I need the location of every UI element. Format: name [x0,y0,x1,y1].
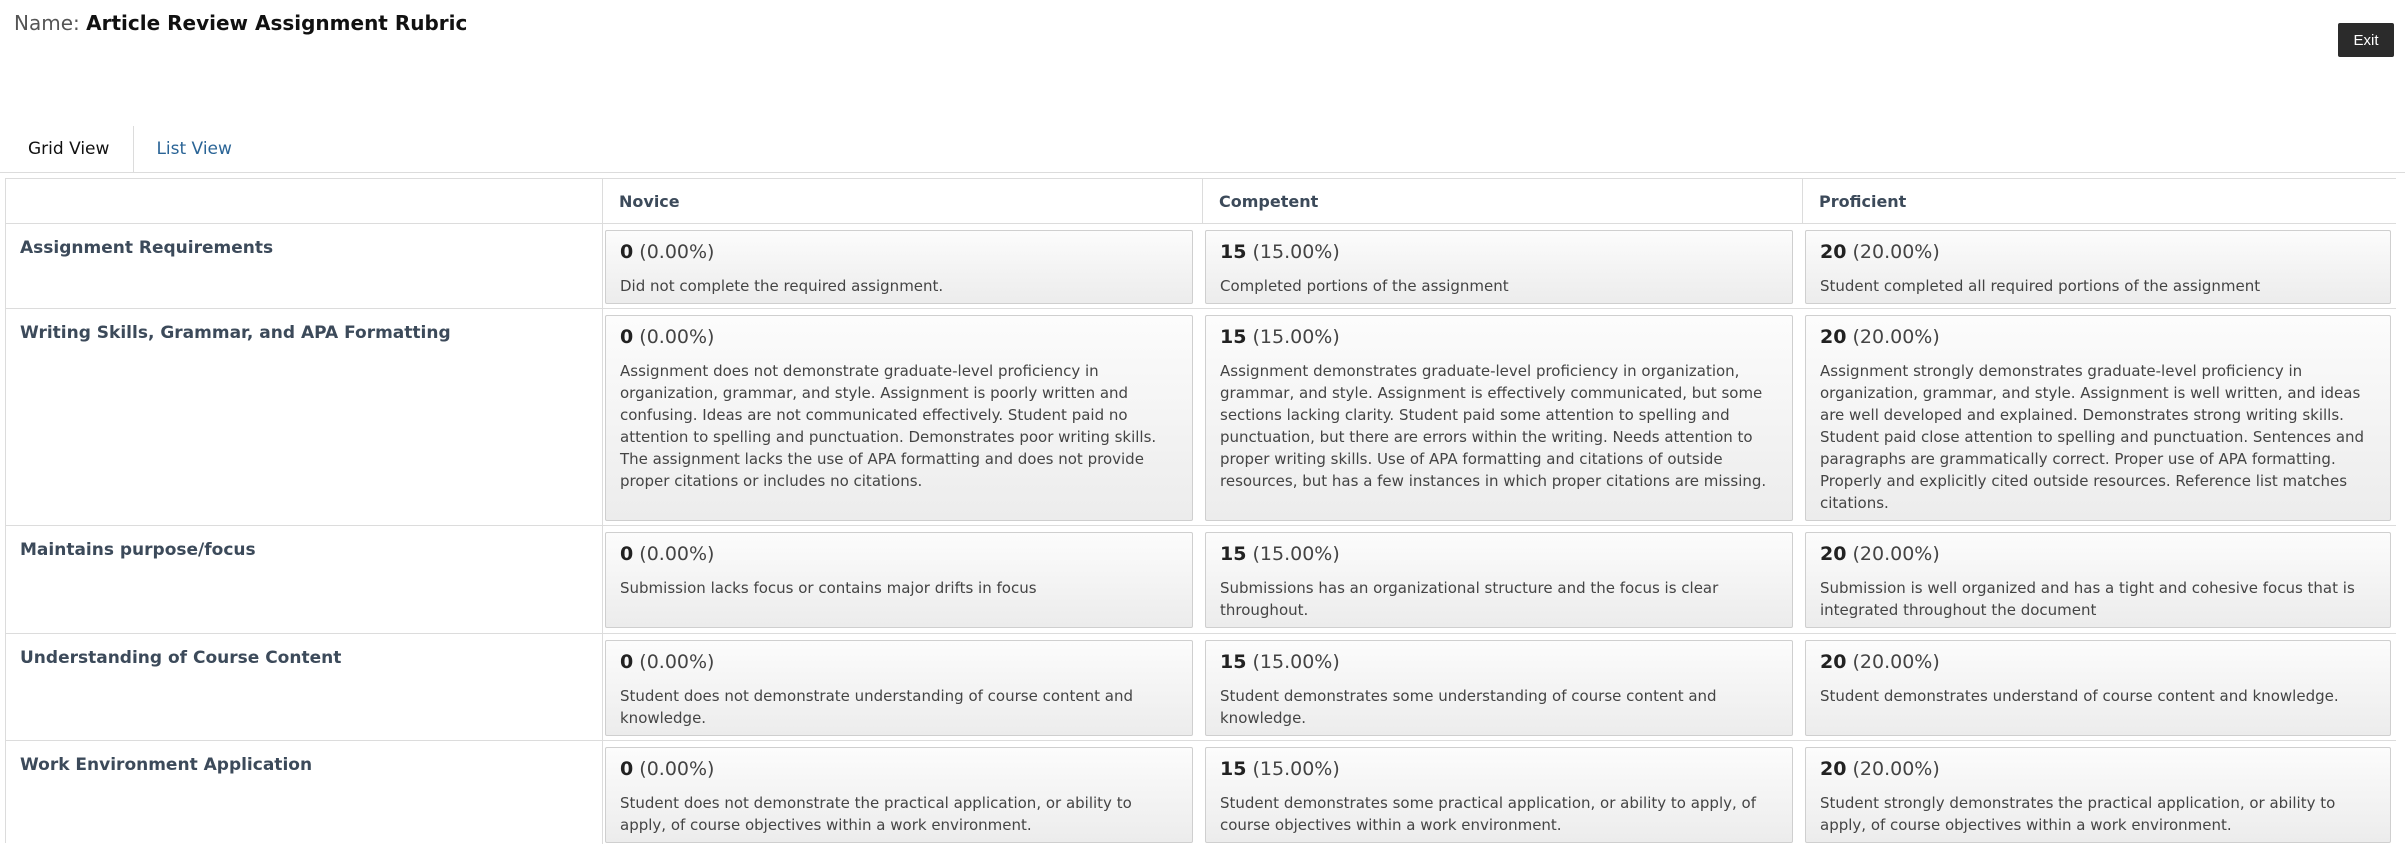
level-description: Submission lacks focus or contains major drifts in focus [620,579,1037,597]
level-cell-proficient[interactable] [1805,230,2391,304]
rubric-grid [5,178,2396,843]
level-points: 0 [620,758,634,780]
level-percent: (0.00%) [639,758,715,780]
level-header-row [6,179,2396,223]
level-percent: (0.00%) [639,651,715,673]
level-description: Assignment demonstrates graduate-level proficiency in organization, grammar, and style. Assignment is effectively communicated, but some sections lacking clarity. Student paid some attention to spelling and punctuation, but there are errors within the writing. Needs attention to proper writing skills. Use of APA formatting and citations of outside resources, but has a few instances in which proper citations are missing. [1220,362,1767,490]
level-percent: (15.00%) [1252,326,1340,348]
level-points: 15 [1220,651,1247,673]
level-percent: (20.00%) [1852,543,1940,565]
level-score [620,326,1178,348]
level-score [620,651,1178,673]
level-description: Student demonstrates understand of course content and knowledge. [1820,687,2339,705]
criterion-divider [602,634,603,741]
level-points: 20 [1820,241,1847,263]
tab-grid-view[interactable]: Grid View [0,126,134,172]
exit-button[interactable]: Exit [2338,23,2394,57]
criterion-divider [602,526,603,634]
level-description: Student demonstrates some understanding of course content and knowledge. [1220,687,1717,727]
level-description: Student demonstrates some practical application, or ability to apply, of course objectives within a work environment. [1220,794,1756,834]
level-cell-competent[interactable] [1205,747,1793,843]
level-percent: (15.00%) [1252,241,1340,263]
level-score [620,758,1178,780]
level-description: Student strongly demonstrates the practical application, or ability to apply, of course objectives within a work environment. [1820,794,2336,834]
criterion-row [6,525,2396,634]
level-cell-novice[interactable] [605,640,1193,736]
level-points: 15 [1220,758,1247,780]
level-header-proficient: Proficient [1802,179,2396,223]
criteria-header [6,179,602,223]
criterion-row [6,740,2396,844]
level-percent: (15.00%) [1252,543,1340,565]
level-cell-competent[interactable] [1205,230,1793,304]
level-score [1220,241,1778,263]
level-cell-novice[interactable] [605,315,1193,521]
level-cell-proficient[interactable] [1805,315,2391,521]
criterion-name: Assignment Requirements [20,238,274,258]
level-points: 20 [1820,758,1847,780]
level-points: 20 [1820,543,1847,565]
level-points: 15 [1220,543,1247,565]
level-description: Assignment strongly demonstrates graduate-level proficiency in organization, grammar, and style. Assignment is well written, and ideas are well developed and explained. Demonstrates strong writing skills. Student paid close attention to spelling and punctuation. Sentences and paragraphs are grammatically correct. Proper use of APA formatting. Properly and explicitly cited outside resources. Reference list matches citations. [1820,362,2365,512]
level-cell-novice[interactable] [605,747,1193,843]
level-percent: (20.00%) [1852,758,1940,780]
level-cell-proficient[interactable] [1805,532,2391,628]
criterion-row [6,223,2396,309]
level-score [1820,758,2376,780]
criterion-row [6,633,2396,741]
level-percent: (20.00%) [1852,651,1940,673]
criterion-name: Understanding of Course Content [20,648,342,668]
level-points: 0 [620,543,634,565]
level-percent: (15.00%) [1252,758,1340,780]
level-points: 0 [620,651,634,673]
criterion-name: Work Environment Application [20,755,313,775]
level-cell-competent[interactable] [1205,532,1793,628]
criterion-name: Maintains purpose/focus [20,540,256,560]
level-score [620,543,1178,565]
level-cell-competent[interactable] [1205,315,1793,521]
level-points: 15 [1220,241,1247,263]
level-description: Completed portions of the assignment [1220,277,1509,295]
level-percent: (15.00%) [1252,651,1340,673]
level-cell-competent[interactable] [1205,640,1793,736]
criterion-divider [602,741,603,844]
criterion-divider [602,224,603,309]
level-score [1220,326,1778,348]
level-score [1220,651,1778,673]
level-points: 20 [1820,326,1847,348]
level-score [1820,241,2376,263]
level-score [1220,543,1778,565]
criterion-row [6,308,2396,526]
level-score [1820,651,2376,673]
level-points: 15 [1220,326,1247,348]
level-description: Assignment does not demonstrate graduate-level proficiency in organization, grammar, and style. Assignment is poorly written and confusing. Ideas are not communicated effectively. Student paid no attention to spelling and punctuation. Demonstrates poor writing skills. The assignment lacks the use of APA formatting and does not provide proper citations or includes no citations. [620,362,1157,490]
level-cell-novice[interactable] [605,532,1193,628]
level-description: Submission is well organized and has a tight and cohesive focus that is integrated throughout the document [1820,579,2355,619]
level-cell-novice[interactable] [605,230,1193,304]
level-score [620,241,1178,263]
level-description: Student does not demonstrate understanding of course content and knowledge. [620,687,1134,727]
level-percent: (0.00%) [639,326,715,348]
level-header-novice: Novice [602,179,1202,223]
level-cell-proficient[interactable] [1805,747,2391,843]
criterion-name: Writing Skills, Grammar, and APA Formatting [20,323,451,343]
level-points: 20 [1820,651,1847,673]
level-score [1820,543,2376,565]
level-score [1820,326,2376,348]
view-tabs [0,126,2405,173]
level-percent: (0.00%) [639,543,715,565]
level-points: 0 [620,326,634,348]
level-points: 0 [620,241,634,263]
level-percent: (20.00%) [1852,326,1940,348]
criterion-divider [602,309,603,526]
level-percent: (20.00%) [1852,241,1940,263]
level-description: Did not complete the required assignment. [620,277,944,295]
level-percent: (0.00%) [639,241,715,263]
rubric-title: Article Review Assignment Rubric [86,11,468,35]
level-cell-proficient[interactable] [1805,640,2391,736]
level-header-competent: Competent [1202,179,1802,223]
tab-list-view[interactable]: List View [156,139,232,159]
level-description: Student does not demonstrate the practical application, or ability to apply, of course objectives within a work environment. [620,794,1132,834]
level-description: Student completed all required portions of the assignment [1820,277,2261,295]
level-score [1220,758,1778,780]
rubric-name [14,11,467,35]
level-description: Submissions has an organizational structure and the focus is clear throughout. [1220,579,1719,619]
name-label: Name: [14,11,80,35]
